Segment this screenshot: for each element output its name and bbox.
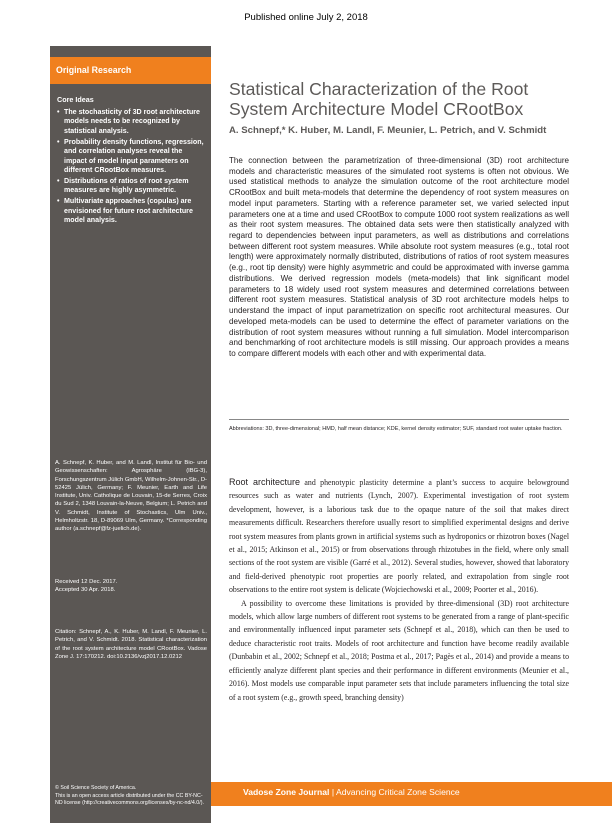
body-paragraph [229,476,569,597]
received-date: Received 12 Dec. 2017. [55,579,118,585]
core-idea-item: • Probability density functions, regression, and correlation analyses reveal the impact of model input parameters on different CRootBox measures. [57,138,207,176]
category-tab [50,57,211,84]
body-paragraph: A possibility to overcome these limitations is provided by three-dimensional (3D) root architecture models, which allow large numbers of different root systems to be generated from a range of plant-specific and environmentally influenced input parameter sets (Schnepf et al., 2018), which can then be used to deduce characteristic root traits. Models of root architecture and function have become readily available (Dunbabin et al., 2002; Schnepf et al., 2018; Postma et al., 2017; Pagès et al., 2014) and provide a means to efficiently analyze different plant species and their performance in different environments (Meunier et al., 2016). Most models use comparable input parameter sets that include parameters influencing the total size of a root system (e.g., growth speed, branching density) [229,598,569,702]
core-idea-item: • The stochasticity of 3D root architecture models needs to be recognized by statistical analysis. [57,108,207,136]
copyright-notice [55,785,207,808]
footer-text [243,787,460,797]
license-line: This is an open access article distributed under the CC BY-NC-ND license (http://creativecommons.org/licenses/by-nc-nd/4.0/). [55,792,204,807]
copyright-line: © Soil Science Society of America. [55,785,137,791]
abstract: The connection between the parametrization of three-dimensional (3D) root architecture models and characteristic measures of the simulated root systems is often not obvious. We used statistical methods to analyze the simulation outcome of the root architecture model CRootBox and built meta-models that determine the dependency of root system measures on model input parameters. Starting with a reference parameter set, we varied selected input parameters one at a time and used CRootBox to compute 1000 root system realizations as well as their root system measures. The obtained data sets were then statistically analyzed with regard to dependencies between input parameters, as well as distributions and correlations between different root system measures. While absolute root system measures (e.g., total root length) were approximately normally distributed, distributions of ratios of root system measures (e.g., root tip density) were highly asymmetric and could be approximated with inverse gamma distributions. We derived regression models (meta-models) that link significant model parameters to 18 widely used root system measures and determined correlations between different root system measures. Statistical analysis of 3D root architecture models helps to understand the impact of input parametrization on specific root architectural measures. Our developed meta-models can be used to determine the effect of parameter variations on the distribution of root system measures without running a full simulation. Model intercomparison and benchmarking of root architecture models is still missing. Our approach provides a means to compare different models with each other and with experimental data. [229,156,569,358]
article-title: Statistical Characterization of the Root System Architecture Model CRootBox [229,79,529,119]
author-affiliations: A. Schnepf, K. Huber, and M. Landl, Institut für Bio- und Geowissenschaften: Agrosphäre (IBG-3), Forschungszentrum Jülich GmbH, Wilhelm-Johnen-Str., D-52425 Jülich, Germany; F. Meunier, Earth and Life Institute, Univ. Catholique de Louvain, 15-de Serres, Croix du Sud 2, 1348 Louvain-la-Neuve, Belgium; L. Petrich and V. Schmidt, Institute of Stochastics, Ulm Univ., Helmholtzstr. 18, D-89069 Ulm, Germany. *Corresponding author (a.schnepf@fz-juelich.de). [55,460,207,532]
received-accepted [55,578,207,595]
category-label: Original Research [56,65,132,75]
journal-name: Vadose Zone Journal [243,787,330,797]
citation: Citation: Schnepf, A., K. Huber, M. Landl, F. Meunier, L. Petrich, and V. Schmidt. 2018. Statistical characterization of the root system architecture model CRootBox. Vadose Zone J. 17:170212. doi:10.2136/vzj2017.12.0212 [55,629,207,660]
published-date: Published online July 2, 2018 [244,12,368,23]
core-idea-item: • Distributions of ratios of root system measures are highly asymmetric. [57,177,207,196]
lead-in-text: Root architecture [229,477,300,487]
core-ideas-list [57,108,207,227]
footer-separator: | [329,787,336,797]
body-text [229,476,569,704]
divider [229,419,569,420]
journal-tagline: Advancing Critical Zone Science [335,787,460,797]
sidebar [50,46,211,823]
journal-footer [211,782,612,806]
abbreviations: Abbreviations: 3D, three-dimensional; HMD, half mean distance; KDE, kernel density estimator; SUF, standard root water uptake fraction. [229,426,563,432]
core-ideas-title: Core Ideas [57,95,94,104]
body-paragraph-rest: and phenotypic plasticity determine a plant’s success to acquire belowground resources such as water and nutrients (Lynch, 2007). Experimental investigation of root system development, however, is a laborious task due to the opaque nature of the soil that makes direct measurements difficult. Researchers therefore usually resort to simplified experimental designs and derive root system measures from plants grown in artificial systems such as hydroponics or rhizotron boxes (Nagel et al., 2015; Atkinson et al., 2015) or from observations through rhizotubes in the field, where only small sections of the root system are visible (Garré et al., 2012). Several studies, however, showed that laboratory and field-derived phenotypic root properties are poorly related, and extrapolation from single root observations to the entire root system is delicate (Wojciechowski et al., 2009; Poorter et al., 2016). [229,478,569,595]
core-idea-item: • Multivariate approaches (copulas) are envisioned for future root architecture model analysis. [57,197,207,225]
article-authors: A. Schnepf,* K. Huber, M. Landl, F. Meunier, L. Petrich, and V. Schmidt [229,125,547,136]
accepted-date: Accepted 30 Apr. 2018. [55,587,116,594]
